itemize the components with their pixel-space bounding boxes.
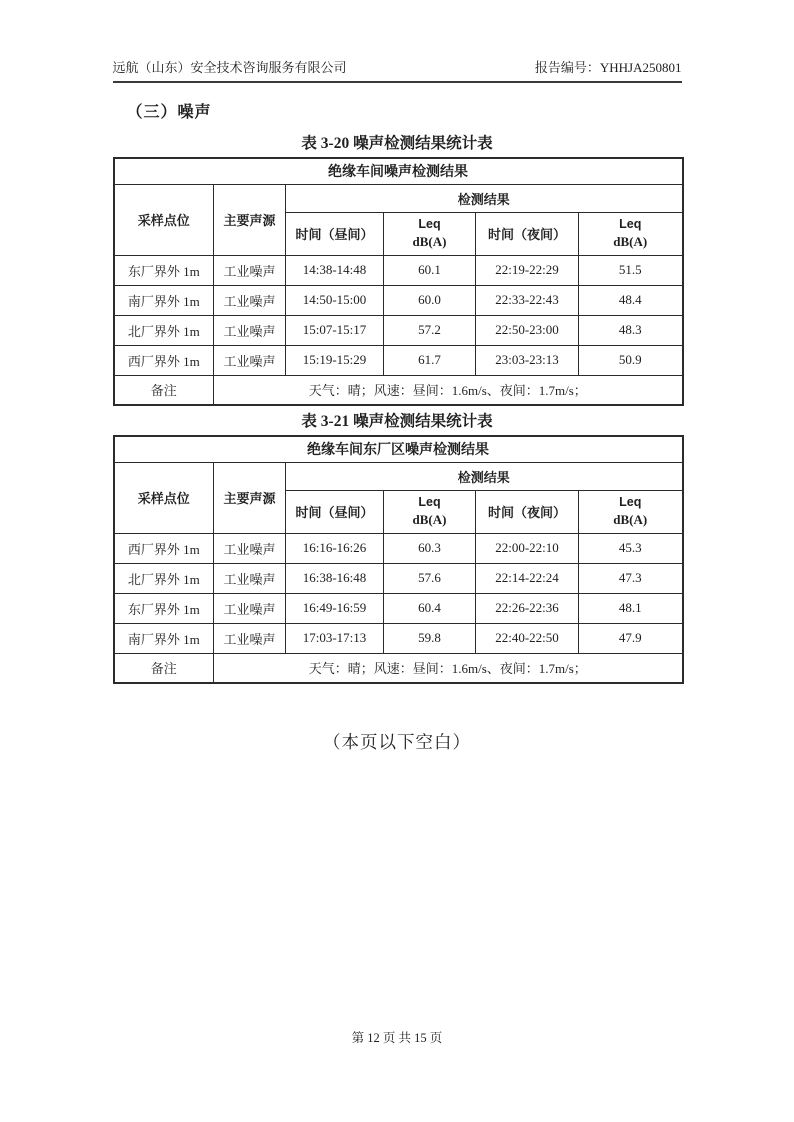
table-header-row <box>114 462 683 490</box>
cell-day-leq: 57.6 <box>384 563 476 593</box>
cell-source: 工业噪声 <box>214 563 286 593</box>
cell-day-leq: 60.4 <box>384 593 476 623</box>
table-row <box>114 563 683 593</box>
cell-point: 东厂界外 1m <box>114 255 214 285</box>
page-header <box>113 57 682 83</box>
cell-point: 南厂界外 1m <box>114 285 214 315</box>
noise-table-3-21 <box>113 435 684 684</box>
leq-unit-label: dB(A) <box>412 234 447 250</box>
table-row <box>114 345 683 375</box>
column-header-day-time: 时间（昼间） <box>286 490 384 533</box>
cell-point: 南厂界外 1m <box>114 623 214 653</box>
leq-label: Leq <box>619 495 642 510</box>
cell-night-leq: 45.3 <box>579 533 683 563</box>
column-header-point: 采样点位 <box>114 184 214 255</box>
cell-point: 西厂界外 1m <box>114 533 214 563</box>
company-name: 远航（山东）安全技术咨询服务有限公司 <box>112 60 347 75</box>
cell-point: 东厂界外 1m <box>114 593 214 623</box>
cell-day-leq: 57.2 <box>384 315 476 345</box>
cell-night-leq: 51.5 <box>579 255 683 285</box>
cell-day-time: 16:38-16:48 <box>286 563 384 593</box>
cell-night-time: 22:26-22:36 <box>476 593 579 623</box>
table-subtitle-row <box>114 436 683 462</box>
table-row <box>114 285 683 315</box>
table-subtitle: 绝缘车间噪声检测结果 <box>114 158 683 184</box>
cell-night-time: 23:03-23:13 <box>476 345 579 375</box>
leq-label: Leq <box>619 217 642 232</box>
cell-source: 工业噪声 <box>214 345 286 375</box>
column-header-night-leq <box>579 490 683 533</box>
page-number: 第 12 页 共 15 页 <box>351 1031 443 1045</box>
cell-day-leq: 60.3 <box>384 533 476 563</box>
cell-night-leq: 48.3 <box>579 315 683 345</box>
table-3-20-title: 表 3-20 噪声检测结果统计表 <box>301 135 493 152</box>
leq-label: Leq <box>418 217 441 232</box>
cell-night-time: 22:19-22:29 <box>476 255 579 285</box>
table-remark-row <box>114 375 683 405</box>
cell-night-leq: 50.9 <box>579 345 683 375</box>
cell-night-time: 22:50-23:00 <box>476 315 579 345</box>
table-subtitle: 绝缘车间东厂区噪声检测结果 <box>114 436 683 462</box>
column-header-result: 检测结果 <box>286 462 683 490</box>
cell-day-leq: 59.8 <box>384 623 476 653</box>
cell-day-leq: 60.0 <box>384 285 476 315</box>
cell-point: 北厂界外 1m <box>114 563 214 593</box>
cell-source: 工业噪声 <box>214 255 286 285</box>
column-header-point: 采样点位 <box>114 462 214 533</box>
leq-unit-label: dB(A) <box>412 512 447 528</box>
cell-night-leq: 47.9 <box>579 623 683 653</box>
cell-day-leq: 61.7 <box>384 345 476 375</box>
cell-source: 工业噪声 <box>214 593 286 623</box>
cell-night-time: 22:33-22:43 <box>476 285 579 315</box>
remark-label: 备注 <box>114 375 214 405</box>
cell-day-time: 14:50-15:00 <box>286 285 384 315</box>
cell-day-time: 15:19-15:29 <box>286 345 384 375</box>
cell-day-time: 15:07-15:17 <box>286 315 384 345</box>
remark-text: 天气：晴；风速：昼间：1.6m/s、夜间：1.7m/s； <box>214 375 683 405</box>
column-header-day-leq <box>384 490 476 533</box>
remark-text: 天气：晴；风速：昼间：1.6m/s、夜间：1.7m/s； <box>214 653 683 683</box>
cell-night-leq: 47.3 <box>579 563 683 593</box>
column-header-day-time: 时间（昼间） <box>286 212 384 255</box>
column-header-result: 检测结果 <box>286 184 683 212</box>
cell-day-time: 14:38-14:48 <box>286 255 384 285</box>
cell-night-leq: 48.4 <box>579 285 683 315</box>
cell-day-time: 16:49-16:59 <box>286 593 384 623</box>
noise-table-3-20 <box>113 157 684 406</box>
leq-unit-label: dB(A) <box>613 512 648 528</box>
column-header-source: 主要声源 <box>214 462 286 533</box>
cell-source: 工业噪声 <box>214 315 286 345</box>
table-row <box>114 533 683 563</box>
table-row <box>114 593 683 623</box>
cell-point: 西厂界外 1m <box>114 345 214 375</box>
cell-source: 工业噪声 <box>214 623 286 653</box>
cell-night-time: 22:00-22:10 <box>476 533 579 563</box>
cell-point: 北厂界外 1m <box>114 315 214 345</box>
table-row <box>114 623 683 653</box>
cell-night-leq: 48.1 <box>579 593 683 623</box>
cell-day-leq: 60.1 <box>384 255 476 285</box>
table-header-row <box>114 184 683 212</box>
table-3-21-title: 表 3-21 噪声检测结果统计表 <box>301 413 493 430</box>
table-row <box>114 315 683 345</box>
leq-unit-label: dB(A) <box>613 234 648 250</box>
column-header-night-leq <box>579 212 683 255</box>
column-header-night-time: 时间（夜间） <box>476 212 579 255</box>
report-number: 报告编号：YHHJA250801 <box>534 60 682 75</box>
column-header-source: 主要声源 <box>214 184 286 255</box>
column-header-night-time: 时间（夜间） <box>476 490 579 533</box>
page-content <box>113 0 682 754</box>
cell-day-time: 17:03-17:13 <box>286 623 384 653</box>
cell-day-time: 16:16-16:26 <box>286 533 384 563</box>
cell-night-time: 22:40-22:50 <box>476 623 579 653</box>
table-subtitle-row <box>114 158 683 184</box>
cell-night-time: 22:14-22:24 <box>476 563 579 593</box>
table-row <box>114 255 683 285</box>
remark-label: 备注 <box>114 653 214 683</box>
blank-page-note: （本页以下空白） <box>323 732 471 752</box>
cell-source: 工业噪声 <box>214 533 286 563</box>
table-remark-row <box>114 653 683 683</box>
column-header-day-leq <box>384 212 476 255</box>
cell-source: 工业噪声 <box>214 285 286 315</box>
section-heading: （三）噪声 <box>126 104 212 121</box>
leq-label: Leq <box>418 495 441 510</box>
